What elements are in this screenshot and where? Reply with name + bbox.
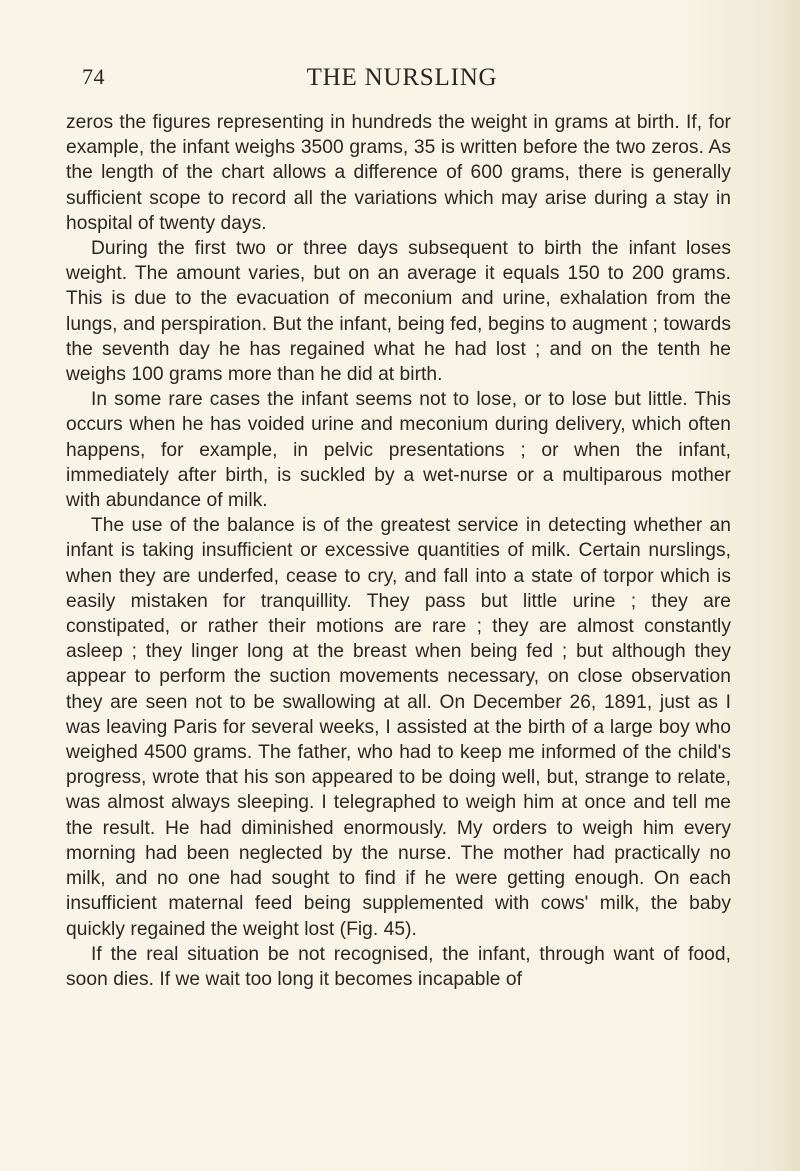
running-head — [82, 64, 722, 98]
page-number: 74 — [82, 64, 105, 89]
paragraph-weight-loss: During the first two or three days subsequent to birth the infant loses weight. The amount varies, but on an average it equals 150 to 200 grams. This is due to the evacuation of meconium and urine, exhalation from the lungs, and perspiration. But the infant, being fed, begins to augment ; towards the seventh day he has regained what he had lost ; and on the tenth he weighs 100 grams more than he did at birth. — [66, 238, 731, 386]
running-title: THE NURSLING — [306, 64, 498, 91]
body-text — [66, 110, 731, 992]
paragraph-continued: zeros the figures representing in hundreds the weight in grams at birth. If, for example, the infant weighs 3500 grams, 35 is written before the two zeros. As the length of the chart allows a difference of 600 grams, there is generally sufficient scope to record all the variations which may arise during a stay in hospital of twenty days. — [66, 112, 731, 234]
paragraph-rare-cases: In some rare cases the infant seems not to lose, or to lose but little. This occurs when he has voided urine and meconium during delivery, which often happens, for example, in pelvic presentations ; or when the infant, immediately after birth, is suckled by a wet-nurse or a multiparous mother with abundance of milk. — [66, 389, 731, 512]
paragraph-balance-use: The use of the balance is of the greatest service in detecting whether an infant is taking insufficient or excessive quantities of milk. Certain nurslings, when they are underfed, cease to cry, and fall into a state of torpor which is easily mistaken for tranquillity. They pass but little urine ; they are constipated, or rather their motions are rare ; they are almost constantly asleep ; they linger long at the breast when being fed ; but although they appear to perform the suction movements necessary, on close observation they are seen not to be swallowing at all. On December 26, 1891, just as I was leaving Paris for several weeks, I assisted at the birth of a large boy who weighed 4500 grams. The father, who had to keep me informed of the child's progress, wrote that his son appeared to be doing well, but, strange to relate, was almost always sleeping. I telegraphed to weigh him at once and tell me the result. He had diminished enormously. My orders to weigh him every morning had been neglected by the nurse. The mother had practically no milk, and no one had sought to find if he were getting enough. On each insufficient maternal feed being supplemented with cows' milk, the baby quickly regained the weight lost (Fig. 45). — [66, 515, 731, 940]
paragraph-real-situation: If the real situation be not recognised, the infant, through want of food, soon dies. If we wait too long it becomes incapable of — [66, 943, 731, 990]
